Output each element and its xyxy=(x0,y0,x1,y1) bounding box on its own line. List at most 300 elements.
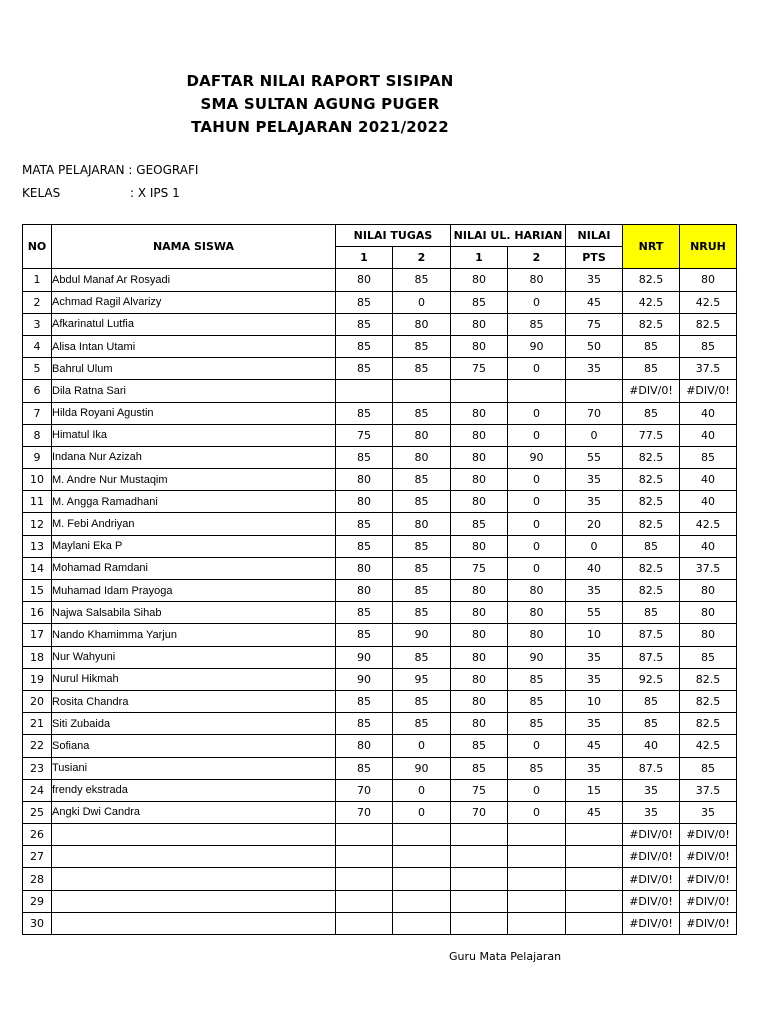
cell-no: 27 xyxy=(23,846,52,868)
cell-harian-2: 0 xyxy=(508,358,566,380)
cell-student-name: Nando Khamimma Yarjun xyxy=(52,624,336,646)
cell-no: 11 xyxy=(23,491,52,513)
cell-pts: 35 xyxy=(566,269,623,291)
cell-nruh: #DIV/0! xyxy=(680,846,737,868)
cell-nruh: 40 xyxy=(680,491,737,513)
header-row-top xyxy=(23,225,737,247)
cell-nrt: 77.5 xyxy=(623,424,680,446)
cell-student-name: frendy ekstrada xyxy=(52,779,336,801)
cell-harian-1 xyxy=(451,846,508,868)
cell-nrt: 82.5 xyxy=(623,269,680,291)
cell-harian-2: 80 xyxy=(508,624,566,646)
table-row xyxy=(23,313,737,335)
cell-harian-2 xyxy=(508,868,566,890)
cell-nrt: 35 xyxy=(623,801,680,823)
cell-harian-2: 0 xyxy=(508,557,566,579)
cell-harian-1: 80 xyxy=(451,269,508,291)
cell-harian-1: 85 xyxy=(451,735,508,757)
table-row xyxy=(23,424,737,446)
cell-nruh: 35 xyxy=(680,801,737,823)
table-row xyxy=(23,580,737,602)
cell-nrt: #DIV/0! xyxy=(623,846,680,868)
cell-pts: 10 xyxy=(566,690,623,712)
cell-nruh: 80 xyxy=(680,624,737,646)
class-value: : X IPS 1 xyxy=(130,186,180,200)
cell-nrt: 85 xyxy=(623,335,680,357)
cell-pts xyxy=(566,912,623,934)
cell-tugas-1 xyxy=(336,890,393,912)
cell-tugas-1: 85 xyxy=(336,291,393,313)
cell-student-name xyxy=(52,890,336,912)
grades-body xyxy=(23,269,737,935)
cell-harian-1: 80 xyxy=(451,713,508,735)
cell-no: 8 xyxy=(23,424,52,446)
header-tugas-2: 2 xyxy=(393,247,451,269)
signature-label: Guru Mata Pelajaran xyxy=(449,950,562,963)
cell-tugas-1: 70 xyxy=(336,801,393,823)
table-row xyxy=(23,757,737,779)
academic-year: TAHUN PELAJARAN 2021/2022 xyxy=(191,118,449,136)
cell-harian-2: 80 xyxy=(508,580,566,602)
cell-tugas-2: 85 xyxy=(393,269,451,291)
cell-harian-2 xyxy=(508,846,566,868)
school-name: SMA SULTAN AGUNG PUGER xyxy=(200,95,440,113)
cell-tugas-1: 85 xyxy=(336,757,393,779)
cell-harian-1: 80 xyxy=(451,624,508,646)
cell-tugas-2: 85 xyxy=(393,602,451,624)
cell-harian-2: 0 xyxy=(508,491,566,513)
cell-no: 22 xyxy=(23,735,52,757)
cell-pts: 35 xyxy=(566,713,623,735)
table-row xyxy=(23,868,737,890)
cell-harian-2: 0 xyxy=(508,469,566,491)
cell-pts: 55 xyxy=(566,446,623,468)
cell-no: 19 xyxy=(23,668,52,690)
cell-nrt: 85 xyxy=(623,602,680,624)
cell-tugas-1: 90 xyxy=(336,646,393,668)
cell-pts: 45 xyxy=(566,801,623,823)
cell-tugas-1: 75 xyxy=(336,424,393,446)
cell-nruh: 37.5 xyxy=(680,358,737,380)
cell-no: 2 xyxy=(23,291,52,313)
cell-harian-1: 75 xyxy=(451,358,508,380)
cell-student-name: Achmad Ragil Alvarizy xyxy=(52,291,336,313)
header-pts: PTS xyxy=(566,247,623,269)
cell-tugas-1: 85 xyxy=(336,713,393,735)
cell-harian-1: 80 xyxy=(451,469,508,491)
subject-label: MATA PELAJARAN : GEOGRAFI xyxy=(22,163,199,177)
cell-nrt: 82.5 xyxy=(623,446,680,468)
cell-harian-1: 80 xyxy=(451,535,508,557)
cell-no: 14 xyxy=(23,557,52,579)
class-line xyxy=(22,186,180,200)
cell-nrt: 85 xyxy=(623,358,680,380)
cell-nrt: #DIV/0! xyxy=(623,824,680,846)
table-row xyxy=(23,380,737,402)
cell-tugas-2: 80 xyxy=(393,313,451,335)
cell-student-name: Rosita Chandra xyxy=(52,690,336,712)
cell-nruh: 40 xyxy=(680,469,737,491)
cell-no: 25 xyxy=(23,801,52,823)
class-label: KELAS xyxy=(22,186,61,200)
cell-tugas-2 xyxy=(393,912,451,934)
table-row xyxy=(23,801,737,823)
cell-no: 6 xyxy=(23,380,52,402)
cell-pts xyxy=(566,824,623,846)
cell-nruh: 82.5 xyxy=(680,690,737,712)
cell-nrt: #DIV/0! xyxy=(623,912,680,934)
cell-tugas-2: 85 xyxy=(393,713,451,735)
cell-harian-2: 0 xyxy=(508,735,566,757)
cell-tugas-1 xyxy=(336,868,393,890)
cell-harian-1 xyxy=(451,912,508,934)
cell-pts: 50 xyxy=(566,335,623,357)
cell-tugas-2: 80 xyxy=(393,513,451,535)
cell-nrt: 82.5 xyxy=(623,580,680,602)
table-row xyxy=(23,335,737,357)
cell-nrt: 92.5 xyxy=(623,668,680,690)
cell-student-name: Alisa Intan Utami xyxy=(52,335,336,357)
cell-nruh: 42.5 xyxy=(680,513,737,535)
cell-no: 1 xyxy=(23,269,52,291)
cell-student-name xyxy=(52,912,336,934)
cell-nruh: 40 xyxy=(680,535,737,557)
cell-pts: 0 xyxy=(566,535,623,557)
cell-student-name: Dila Ratna Sari xyxy=(52,380,336,402)
cell-tugas-2: 0 xyxy=(393,735,451,757)
subject-line xyxy=(22,163,198,177)
cell-tugas-1 xyxy=(336,846,393,868)
cell-no: 24 xyxy=(23,779,52,801)
cell-tugas-1: 80 xyxy=(336,580,393,602)
cell-nruh: #DIV/0! xyxy=(680,380,737,402)
cell-nrt: #DIV/0! xyxy=(623,890,680,912)
cell-no: 9 xyxy=(23,446,52,468)
table-row xyxy=(23,846,737,868)
cell-harian-1: 80 xyxy=(451,668,508,690)
cell-tugas-2: 0 xyxy=(393,779,451,801)
cell-nrt: #DIV/0! xyxy=(623,868,680,890)
cell-no: 12 xyxy=(23,513,52,535)
cell-harian-1: 80 xyxy=(451,580,508,602)
cell-nrt: 85 xyxy=(623,713,680,735)
cell-pts: 75 xyxy=(566,313,623,335)
cell-harian-2: 90 xyxy=(508,446,566,468)
cell-pts xyxy=(566,868,623,890)
cell-harian-1: 80 xyxy=(451,646,508,668)
cell-no: 17 xyxy=(23,624,52,646)
cell-tugas-1: 85 xyxy=(336,446,393,468)
table-row xyxy=(23,890,737,912)
cell-nruh: 42.5 xyxy=(680,735,737,757)
cell-tugas-2: 0 xyxy=(393,291,451,313)
cell-nruh: 82.5 xyxy=(680,668,737,690)
cell-tugas-1: 85 xyxy=(336,313,393,335)
cell-nrt: 42.5 xyxy=(623,291,680,313)
cell-no: 10 xyxy=(23,469,52,491)
header-nilai: NILAI xyxy=(566,225,623,247)
cell-nrt: #DIV/0! xyxy=(623,380,680,402)
cell-no: 7 xyxy=(23,402,52,424)
table-row xyxy=(23,824,737,846)
cell-harian-2: 80 xyxy=(508,602,566,624)
cell-student-name: Angki Dwi Candra xyxy=(52,801,336,823)
cell-pts: 10 xyxy=(566,624,623,646)
table-row xyxy=(23,735,737,757)
cell-nruh: #DIV/0! xyxy=(680,890,737,912)
cell-nruh: 82.5 xyxy=(680,313,737,335)
table-row xyxy=(23,668,737,690)
cell-pts: 35 xyxy=(566,358,623,380)
cell-nrt: 82.5 xyxy=(623,491,680,513)
table-row xyxy=(23,402,737,424)
cell-no: 18 xyxy=(23,646,52,668)
cell-tugas-2 xyxy=(393,380,451,402)
cell-tugas-1 xyxy=(336,912,393,934)
cell-student-name: Nur Wahyuni xyxy=(52,646,336,668)
cell-tugas-1: 80 xyxy=(336,557,393,579)
cell-nruh: 85 xyxy=(680,646,737,668)
cell-pts: 70 xyxy=(566,402,623,424)
cell-nrt: 85 xyxy=(623,690,680,712)
cell-tugas-2: 85 xyxy=(393,580,451,602)
cell-tugas-2: 85 xyxy=(393,646,451,668)
cell-student-name: Nurul Hikmah xyxy=(52,668,336,690)
cell-tugas-1: 80 xyxy=(336,269,393,291)
cell-student-name: M. Angga Ramadhani xyxy=(52,491,336,513)
cell-no: 23 xyxy=(23,757,52,779)
cell-harian-1: 75 xyxy=(451,779,508,801)
cell-harian-2 xyxy=(508,824,566,846)
cell-nrt: 82.5 xyxy=(623,557,680,579)
cell-harian-2: 85 xyxy=(508,757,566,779)
cell-tugas-1: 85 xyxy=(336,402,393,424)
cell-harian-2: 85 xyxy=(508,313,566,335)
cell-tugas-2: 80 xyxy=(393,424,451,446)
document-title: DAFTAR NILAI RAPORT SISIPAN xyxy=(186,72,454,90)
cell-no: 29 xyxy=(23,890,52,912)
table-row xyxy=(23,624,737,646)
cell-harian-1: 85 xyxy=(451,513,508,535)
cell-harian-1: 85 xyxy=(451,757,508,779)
cell-no: 4 xyxy=(23,335,52,357)
table-row xyxy=(23,358,737,380)
cell-nruh: 37.5 xyxy=(680,557,737,579)
cell-harian-2: 85 xyxy=(508,713,566,735)
cell-tugas-2 xyxy=(393,846,451,868)
cell-student-name: Abdul Manaf Ar Rosyadi xyxy=(52,269,336,291)
cell-harian-1 xyxy=(451,868,508,890)
cell-tugas-1: 80 xyxy=(336,491,393,513)
cell-no: 15 xyxy=(23,580,52,602)
cell-pts: 35 xyxy=(566,757,623,779)
cell-harian-1 xyxy=(451,380,508,402)
cell-harian-2 xyxy=(508,912,566,934)
cell-no: 28 xyxy=(23,868,52,890)
cell-harian-1 xyxy=(451,890,508,912)
cell-pts: 35 xyxy=(566,491,623,513)
cell-pts: 35 xyxy=(566,580,623,602)
cell-tugas-2: 90 xyxy=(393,624,451,646)
cell-nrt: 85 xyxy=(623,535,680,557)
cell-tugas-2: 0 xyxy=(393,801,451,823)
cell-harian-2: 0 xyxy=(508,779,566,801)
cell-pts: 35 xyxy=(566,469,623,491)
cell-tugas-2: 85 xyxy=(393,335,451,357)
cell-harian-1: 80 xyxy=(451,424,508,446)
cell-harian-2 xyxy=(508,380,566,402)
cell-no: 30 xyxy=(23,912,52,934)
header-nilai-tugas: NILAI TUGAS xyxy=(336,225,451,247)
cell-nrt: 87.5 xyxy=(623,624,680,646)
cell-tugas-2: 85 xyxy=(393,402,451,424)
cell-pts: 15 xyxy=(566,779,623,801)
cell-tugas-2: 90 xyxy=(393,757,451,779)
cell-harian-1: 75 xyxy=(451,557,508,579)
cell-harian-1: 80 xyxy=(451,602,508,624)
cell-tugas-2 xyxy=(393,824,451,846)
cell-nrt: 82.5 xyxy=(623,469,680,491)
header-nilai-harian: NILAI UL. HARIAN xyxy=(451,225,566,247)
cell-tugas-1 xyxy=(336,824,393,846)
cell-tugas-1: 85 xyxy=(336,624,393,646)
cell-student-name: Himatul Ika xyxy=(52,424,336,446)
header-no: NO xyxy=(23,225,52,269)
cell-no: 21 xyxy=(23,713,52,735)
cell-harian-1: 80 xyxy=(451,335,508,357)
cell-harian-2: 0 xyxy=(508,801,566,823)
cell-tugas-1: 85 xyxy=(336,690,393,712)
cell-student-name: Afkarinatul Lutfia xyxy=(52,313,336,335)
cell-nruh: 40 xyxy=(680,424,737,446)
cell-nruh: 82.5 xyxy=(680,713,737,735)
cell-tugas-1 xyxy=(336,380,393,402)
table-row xyxy=(23,646,737,668)
table-row xyxy=(23,513,737,535)
header-harian-2: 2 xyxy=(508,247,566,269)
cell-harian-1 xyxy=(451,824,508,846)
cell-harian-1: 80 xyxy=(451,313,508,335)
cell-tugas-1: 90 xyxy=(336,668,393,690)
cell-tugas-2: 80 xyxy=(393,446,451,468)
cell-nrt: 87.5 xyxy=(623,646,680,668)
cell-nrt: 82.5 xyxy=(623,313,680,335)
table-row xyxy=(23,491,737,513)
cell-harian-1: 80 xyxy=(451,491,508,513)
header-name: NAMA SISWA xyxy=(52,225,336,269)
cell-no: 5 xyxy=(23,358,52,380)
cell-nruh: 42.5 xyxy=(680,291,737,313)
cell-tugas-2: 85 xyxy=(393,557,451,579)
cell-no: 13 xyxy=(23,535,52,557)
cell-nrt: 35 xyxy=(623,779,680,801)
cell-nruh: 85 xyxy=(680,446,737,468)
cell-tugas-1: 85 xyxy=(336,335,393,357)
cell-tugas-1: 85 xyxy=(336,358,393,380)
table-row xyxy=(23,690,737,712)
cell-pts: 0 xyxy=(566,424,623,446)
cell-harian-1: 80 xyxy=(451,402,508,424)
cell-pts: 55 xyxy=(566,602,623,624)
cell-tugas-1: 85 xyxy=(336,513,393,535)
cell-tugas-1: 85 xyxy=(336,535,393,557)
header-nrt: NRT xyxy=(623,225,680,269)
cell-student-name: Bahrul Ulum xyxy=(52,358,336,380)
cell-tugas-1: 80 xyxy=(336,735,393,757)
cell-pts xyxy=(566,380,623,402)
cell-student-name: Sofiana xyxy=(52,735,336,757)
cell-harian-2: 90 xyxy=(508,646,566,668)
cell-tugas-2 xyxy=(393,868,451,890)
cell-nruh: 37.5 xyxy=(680,779,737,801)
cell-student-name: Maylani Eka P xyxy=(52,535,336,557)
cell-harian-2: 0 xyxy=(508,291,566,313)
cell-student-name: Siti Zubaida xyxy=(52,713,336,735)
cell-student-name xyxy=(52,824,336,846)
cell-harian-2 xyxy=(508,890,566,912)
cell-pts: 40 xyxy=(566,557,623,579)
cell-harian-1: 70 xyxy=(451,801,508,823)
cell-nruh: 85 xyxy=(680,335,737,357)
cell-pts: 20 xyxy=(566,513,623,535)
cell-student-name: Hilda Royani Agustin xyxy=(52,402,336,424)
cell-harian-2: 85 xyxy=(508,668,566,690)
table-row xyxy=(23,779,737,801)
cell-nruh: 85 xyxy=(680,757,737,779)
cell-tugas-2 xyxy=(393,890,451,912)
cell-tugas-2: 85 xyxy=(393,358,451,380)
cell-nrt: 40 xyxy=(623,735,680,757)
cell-tugas-2: 85 xyxy=(393,690,451,712)
cell-nruh: 80 xyxy=(680,269,737,291)
cell-pts: 35 xyxy=(566,646,623,668)
cell-nruh: #DIV/0! xyxy=(680,912,737,934)
cell-student-name: Indana Nur Azizah xyxy=(52,446,336,468)
table-row xyxy=(23,446,737,468)
cell-tugas-2: 95 xyxy=(393,668,451,690)
cell-student-name: Tusiani xyxy=(52,757,336,779)
cell-harian-1: 80 xyxy=(451,690,508,712)
cell-harian-1: 85 xyxy=(451,291,508,313)
cell-pts: 45 xyxy=(566,291,623,313)
table-row xyxy=(23,535,737,557)
cell-student-name: Muhamad Idam Prayoga xyxy=(52,580,336,602)
cell-pts: 45 xyxy=(566,735,623,757)
cell-harian-1: 80 xyxy=(451,446,508,468)
table-row xyxy=(23,557,737,579)
table-row xyxy=(23,291,737,313)
cell-nrt: 87.5 xyxy=(623,757,680,779)
cell-harian-2: 0 xyxy=(508,424,566,446)
table-row xyxy=(23,269,737,291)
cell-tugas-1: 85 xyxy=(336,602,393,624)
cell-nrt: 85 xyxy=(623,402,680,424)
cell-student-name: M. Andre Nur Mustaqim xyxy=(52,469,336,491)
cell-nrt: 82.5 xyxy=(623,513,680,535)
header-harian-1: 1 xyxy=(451,247,508,269)
table-row xyxy=(23,912,737,934)
cell-pts: 35 xyxy=(566,668,623,690)
table-row xyxy=(23,469,737,491)
cell-tugas-2: 85 xyxy=(393,535,451,557)
cell-harian-2: 0 xyxy=(508,402,566,424)
cell-student-name: Najwa Salsabila Sihab xyxy=(52,602,336,624)
cell-nruh: 80 xyxy=(680,580,737,602)
table-row xyxy=(23,713,737,735)
cell-student-name xyxy=(52,868,336,890)
cell-nruh: #DIV/0! xyxy=(680,824,737,846)
cell-no: 3 xyxy=(23,313,52,335)
